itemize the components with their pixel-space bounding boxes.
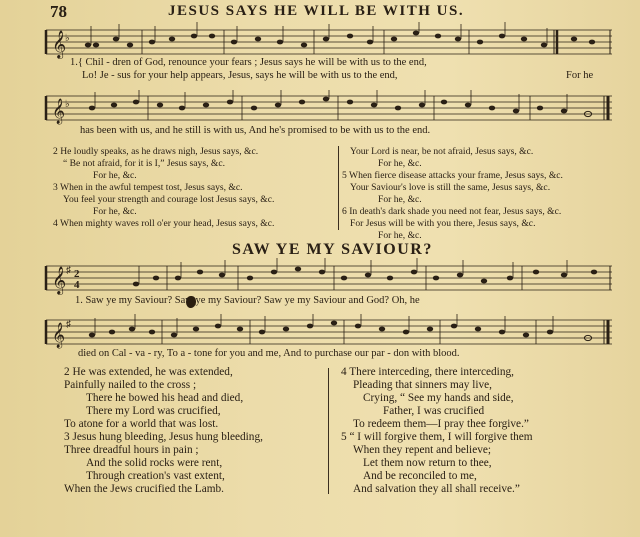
svg-text:4: 4 (74, 279, 80, 291)
hymn2-verses-left (64, 366, 263, 496)
verse-line: Three dreadful hours in pain ; (64, 444, 199, 456)
page-number: 78 (50, 2, 67, 21)
verse-line: To atone for a world that was lost. (64, 418, 219, 430)
verse-line: When they repent and believe; (353, 444, 492, 456)
verse-line: Father, I was crucified (383, 405, 485, 417)
verse-line: Painfully nailed to the cross ; (64, 379, 197, 391)
verse-line: For he, &c. (378, 194, 422, 205)
verse-line: 2 He loudly speaks, as he draws nigh, Jesus says, &c. (53, 146, 259, 157)
verse-line: Your Saviour's love is still the same, Jesus says, &c. (350, 182, 551, 193)
column-divider-1 (338, 146, 339, 230)
column-divider-2 (328, 368, 329, 494)
verse-line: Let them now return to thee, (363, 457, 492, 469)
verse-line: Your Lord is near, be not afraid, Jesus says, &c. (350, 146, 534, 157)
verse-line: Through creation's vast extent, (86, 470, 225, 482)
hymn2-verses-right (341, 366, 533, 496)
music-staff-1 (44, 22, 614, 62)
hymn1-verses-right (342, 146, 563, 242)
verse-line: There my Lord was crucified, (86, 405, 221, 417)
verse-line: You feel your strength and courage lost Jesus says, &c. (63, 194, 275, 205)
verse-line: When the Jews crucified the Lamb. (64, 483, 224, 495)
music-staff-3 (44, 258, 614, 298)
hymn-title-2: SAW YE MY SAVIOUR? (232, 241, 433, 258)
hymn1-verses-left (53, 146, 274, 230)
verse-line: 4 There interceding, there interceding, (341, 366, 514, 378)
verse-line: For he, &c. (93, 170, 137, 181)
hymn2-lyrics-line2: died on Cal - va - ry, To a - tone for you and me, And to purchase our par - don with blood. (78, 348, 460, 359)
hymn-title-1: JESUS SAYS HE WILL BE WITH US. (168, 3, 465, 19)
verse-line: 4 When mighty waves roll o'er your head, Jesus says, &c. (53, 218, 275, 229)
hymn2-lyrics-line1: 1. Saw ye my Saviour? Saw ye my Saviour? Saw ye my Saviour and God? Oh, he (75, 295, 420, 306)
svg-text:♭: ♭ (65, 99, 70, 110)
verse-line: “ Be not afraid, for it is I,” Jesus says, &c. (63, 158, 225, 169)
verse-line: For he, &c. (378, 230, 422, 241)
svg-text:𝄞: 𝄞 (52, 266, 67, 294)
verse-line: And be reconciled to me, (363, 470, 477, 482)
verse-line: For he, &c. (378, 158, 422, 169)
verse-line: For Jesus will be with you there, Jesus says, &c. (350, 218, 536, 229)
verse-line: 6 In death's dark shade you need not fear, Jesus says, &c. (342, 206, 562, 217)
svg-text:♯: ♯ (66, 265, 71, 276)
verse-line: 2 He was extended, he was extended, (64, 366, 233, 378)
verse-line: And the solid rocks were rent, (86, 457, 223, 469)
music-staff-4 (44, 314, 614, 352)
verse-line: 5 When fierce disease attacks your frame, Jesus says, &c. (342, 170, 563, 181)
svg-text:𝄞: 𝄞 (52, 323, 66, 348)
verse-line: 5 “ I will forgive them, I will forgive them (341, 431, 533, 443)
verse-line: 3 Jesus hung bleeding, Jesus hung bleeding, (64, 431, 263, 443)
svg-text:♭: ♭ (65, 33, 70, 44)
verse-line: For he, &c. (93, 206, 137, 217)
svg-text:♯: ♯ (66, 319, 71, 330)
verse-line: Pleading that sinners may live, (353, 379, 492, 391)
svg-text:2: 2 (74, 268, 80, 280)
hymn1-lyrics-line1c: For he (566, 70, 594, 81)
hymn1-lyrics-line1a: 1.{ Chil - dren of God, renounce your fears ; Jesus says he will be with us to the end, (70, 57, 427, 68)
verse-line: Crying, “ See my hands and side, (363, 392, 514, 404)
verse-line: To redeem them—I pray thee forgive.” (353, 418, 529, 430)
hymn1-lyrics-line2: has been with us, and he still is with us, And he's promised to be with us to the end. (80, 125, 431, 136)
svg-text:𝄞: 𝄞 (52, 30, 67, 58)
music-staff-2 (44, 90, 614, 128)
verse-line: And salvation they all shall receive.” (353, 483, 520, 495)
verse-line: 3 When in the awful tempest tost, Jesus says, &c. (53, 182, 243, 193)
hymn1-lyrics-line1b: Lo! Je - sus for your help appears, Jesus, says he will be with us to the end, (82, 70, 398, 81)
verse-line: There he bowed his head and died, (86, 392, 244, 404)
svg-text:𝄞: 𝄞 (52, 99, 66, 124)
